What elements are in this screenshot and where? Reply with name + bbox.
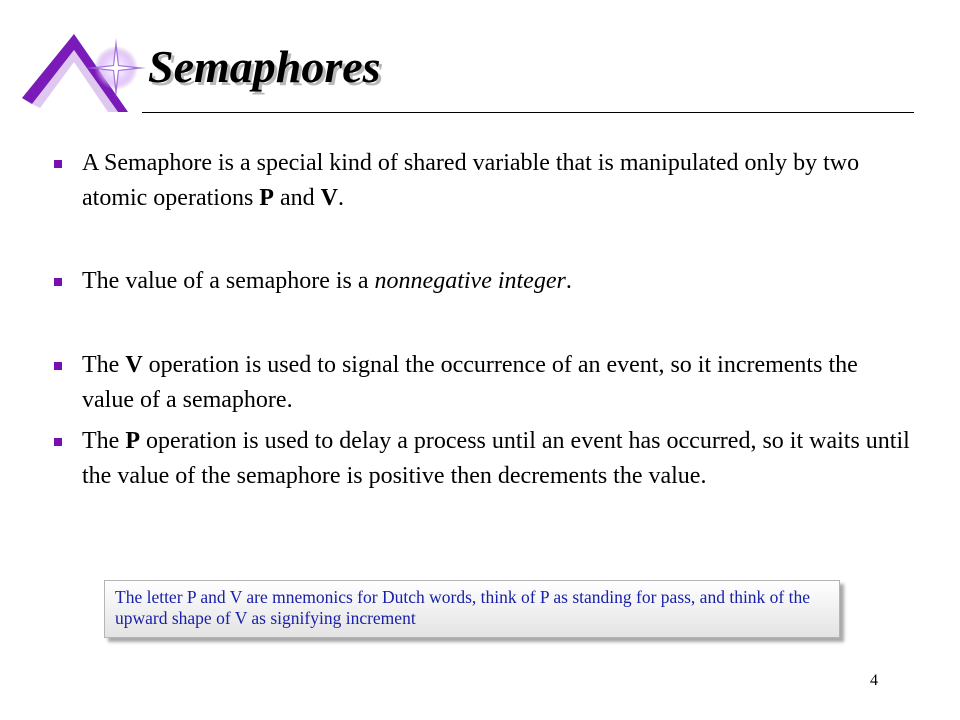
bullet-item: A Semaphore is a special kind of shared variable that is manipulated only by two atomic operations P and V. (52, 146, 912, 216)
square-bullet-icon (54, 438, 62, 446)
bullet-list (52, 146, 912, 494)
square-bullet-icon (54, 160, 62, 168)
bullet-item: The value of a semaphore is a nonnegative integer. (52, 264, 912, 299)
slide-title: Semaphores (148, 41, 381, 92)
square-bullet-icon (54, 362, 62, 370)
title-underline (142, 112, 914, 113)
page-number: 4 (870, 672, 878, 689)
chevron-star-logo-icon (18, 28, 148, 120)
bullet-item: The P operation is used to delay a process until an event has occurred, so it waits until the value of the semaphore is positive then decrements the value. (52, 424, 912, 494)
bullet-item: The V operation is used to signal the occurrence of an event, so it increments the value of a semaphore. (52, 348, 912, 418)
mnemonic-note-box: The letter P and V are mnemonics for Dutch words, think of P as standing for pass, and think of the upward shape of V as signifying increment (104, 580, 840, 638)
square-bullet-icon (54, 278, 62, 286)
